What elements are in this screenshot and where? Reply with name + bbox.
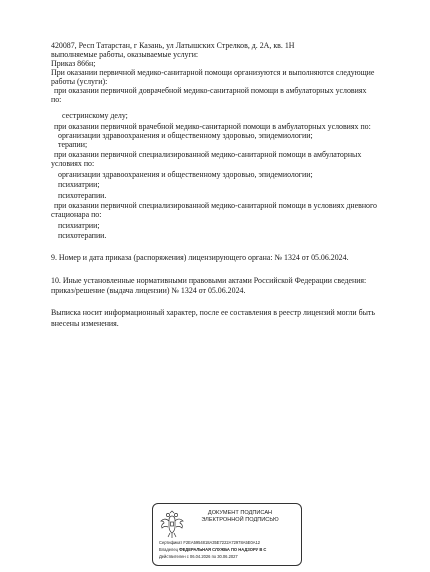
- order-number-line: 9. Номер и дата приказа (распоряжения) лицензирующего органа: № 1324 от 05.06.2024.: [51, 253, 349, 262]
- stamp-title-line: ЭЛЕКТРОННОЙ ПОДПИСЬЮ: [201, 516, 279, 523]
- double-headed-eagle-icon: [159, 510, 185, 540]
- service-item: организации здравоохранения и общественному здоровью, эпидемиологии;: [58, 131, 313, 140]
- certificate-value: F2EA5954818A35E7222A72978A5E0A12: [183, 540, 261, 545]
- works-heading: выполняемые работы, оказываемые услуги:: [51, 50, 199, 59]
- other-info-line: приказ/решение (выдача лицензии) № 1324 от 05.06.2024.: [51, 286, 246, 295]
- services-intro-line: При оказании первичной медико-санитарной помощи организуются и выполняются следующие: [51, 68, 375, 77]
- order-line: Приказ 866н;: [51, 59, 96, 68]
- stamp-title: [183, 510, 297, 524]
- service-category-line: при оказании первичной специализированной медико-санитарной помощи в условиях дневного: [54, 201, 377, 210]
- owner-label: Владелец: [159, 547, 178, 552]
- service-item: психотерапии.: [58, 191, 107, 200]
- disclaimer-line: Выписка носит информационный характер, после ее составления в реестр лицензий могли быть: [51, 308, 375, 317]
- service-item: психотерапии.: [58, 231, 107, 240]
- service-category-line: при оказании первичной доврачебной медико-санитарной помощи в амбулаторных условиях: [54, 86, 367, 95]
- service-item: психиатрии;: [58, 221, 100, 230]
- service-item: терапии;: [58, 140, 88, 149]
- validity-line: Действителен с 06.04.2026 по 30.06.2027: [159, 554, 238, 559]
- service-item: сестринскому делу;: [62, 111, 128, 120]
- disclaimer-line: внесены изменения.: [51, 319, 119, 328]
- service-category-line: условиях по:: [51, 159, 95, 168]
- certificate-line: [159, 540, 299, 545]
- owner-value: ФЕДЕРАЛЬНАЯ СЛУЖБА ПО НАДЗОРУ В С: [179, 547, 267, 552]
- service-item: психиатрии;: [58, 180, 100, 189]
- service-category-line: при оказании первичной врачебной медико-санитарной помощи в амбулаторных условиях по:: [54, 122, 371, 131]
- other-info-line: 10. Иные установленные нормативными правовыми актами Российской Федерации сведения:: [51, 276, 367, 285]
- certificate-label: Сертификат: [159, 540, 183, 545]
- service-category-line: по:: [51, 95, 62, 104]
- owner-line: [159, 547, 299, 552]
- address-line: 420087, Респ Татарстан, г Казань, ул Латышских Стрелков, д. 2А, кв. 1Н: [51, 41, 295, 50]
- electronic-signature-stamp: [152, 503, 302, 566]
- stamp-title-line: ДОКУМЕНТ ПОДПИСАН: [207, 510, 273, 516]
- services-intro-line: работы (услуги):: [51, 77, 108, 86]
- service-category-line: стационара по:: [51, 210, 102, 219]
- service-category-line: при оказании первичной специализированной медико-санитарной помощи в амбулаторных: [54, 150, 362, 159]
- service-item: организации здравоохранения и общественному здоровью, эпидемиологии;: [58, 170, 313, 179]
